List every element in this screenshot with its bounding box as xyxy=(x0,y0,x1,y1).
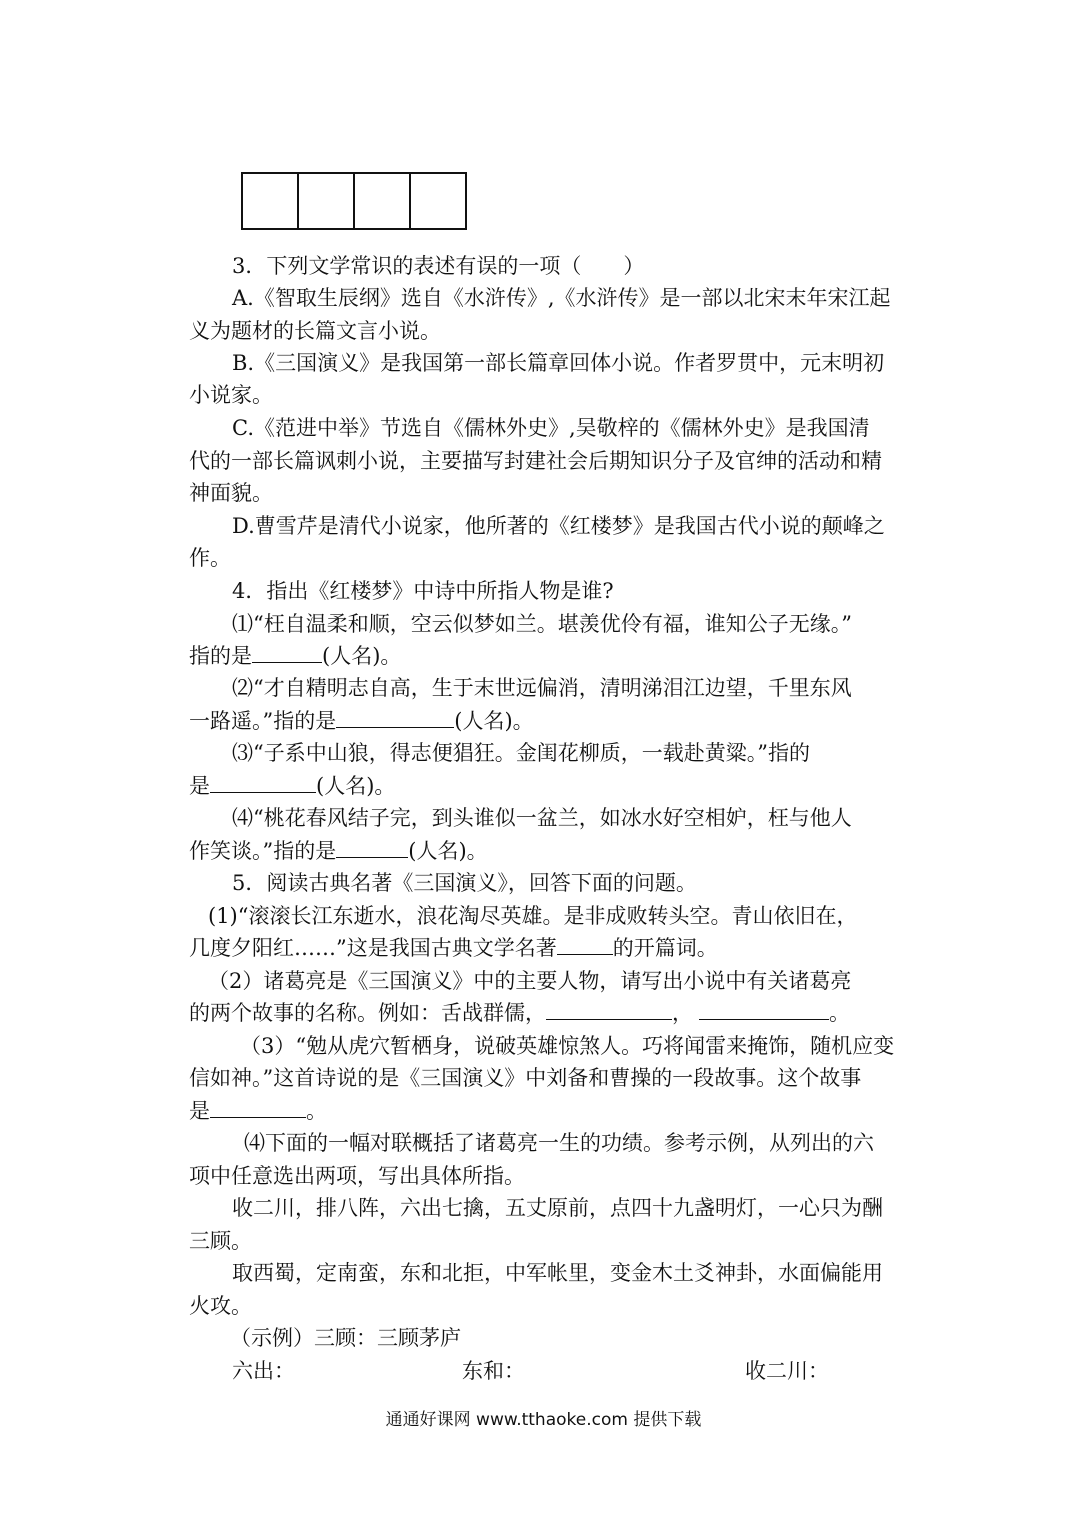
q4-poem4-suffix: (人名)。 xyxy=(408,839,488,863)
q4-poem2-line2 xyxy=(189,705,534,737)
q3-option-a-line2: 义为题材的长篇文言小说。 xyxy=(189,319,441,343)
q5-part2-comma: ， xyxy=(672,1001,693,1025)
q5-part1-suffix: 的开篇词。 xyxy=(612,936,718,960)
q4-poem4-line1: ⑷“桃花春风结子完，到头谁似一盆兰，如冰水好空相妒，枉与他人 xyxy=(232,806,852,830)
q4-poem1-prefix: 指的是 xyxy=(189,644,252,668)
answer-blank[interactable] xyxy=(336,705,454,728)
q4-poem2-suffix: (人名)。 xyxy=(454,709,534,733)
q3-option-a-line1: A.《智取生辰纲》选自《水浒传》,《水浒传》是一部以北宋末年宋江起 xyxy=(232,286,891,310)
grid-cell xyxy=(411,174,465,228)
q5-part3-line1: （3）“勉从虎穴暂栖身，说破英雄惊煞人。巧将闻雷来掩饰，随机应变 xyxy=(240,1034,895,1058)
q3-option-d-line2: 作。 xyxy=(189,546,231,570)
q3-option-c-line3: 神面貌。 xyxy=(189,481,273,505)
grid-cell xyxy=(299,174,355,228)
q5-part4-line1: ⑷下面的一幅对联概括了诸葛亮一生的功绩。参考示例，从列出的六 xyxy=(244,1131,874,1155)
couplet-line2-a: 取西蜀，定南蛮，东和北拒，中军帐里，变金木土爻神卦，水面偏能用 xyxy=(232,1261,883,1285)
answer-blank[interactable] xyxy=(210,770,316,793)
q5-part3-suffix: 。 xyxy=(306,1099,327,1123)
example-answer: （示例）三顾：三顾茅庐 xyxy=(230,1326,461,1350)
answer-blank[interactable] xyxy=(699,997,829,1020)
q4-poem3-line2 xyxy=(189,770,395,802)
q3-option-c-line2: 代的一部长篇讽刺小说，主要描写封建社会后期知识分子及官绅的活动和精 xyxy=(189,449,882,473)
q4-poem1-line1: ⑴“枉自温柔和顺，空云似梦如兰。堪羡优伶有福，谁知公子无缘。” xyxy=(232,612,852,636)
q4-stem: 4．指出《红楼梦》中诗中所指人物是谁? xyxy=(232,579,614,603)
answer-blank[interactable] xyxy=(557,932,613,955)
answer-blank[interactable] xyxy=(252,640,322,663)
q5-part2-end: 。 xyxy=(829,1001,850,1025)
answer-label-shouerchuan: 收二川： xyxy=(745,1359,829,1383)
q4-poem3-suffix: (人名)。 xyxy=(316,774,396,798)
q5-stem: 5．阅读古典名著《三国演义》，回答下面的问题。 xyxy=(232,871,697,895)
q5-part4-line2: 项中任意选出两项，写出具体所指。 xyxy=(189,1164,525,1188)
footer-source: 通通好课网 www.tthaoke.com 提供下载 xyxy=(385,1410,702,1430)
q5-part1-line2 xyxy=(189,932,718,964)
q5-part2-prefix: 的两个故事的名称。例如：舌战群儒， xyxy=(189,1001,546,1025)
answer-label-liuchu: 六出： xyxy=(232,1359,295,1383)
couplet-line1-a: 收二川，排八阵，六出七擒，五丈原前，点四十九盏明灯，一心只为酬 xyxy=(232,1196,883,1220)
couplet-line2-b: 火攻。 xyxy=(189,1294,252,1318)
q3-option-b-line1: B.《三国演义》是我国第一部长篇章回体小说。作者罗贯中，元末明初 xyxy=(232,351,885,375)
q3-option-b-line2: 小说家。 xyxy=(189,383,273,407)
q4-poem4-prefix: 作笑谈。”指的是 xyxy=(189,839,337,863)
q3-option-d-line1: D.曹雪芹是清代小说家，他所著的《红楼梦》是我国古代小说的颠峰之 xyxy=(232,514,885,538)
answer-blank[interactable] xyxy=(210,1095,306,1118)
q4-poem2-line1: ⑵“才自精明志自高，生于末世远偏消，清明涕泪江边望，千里东风 xyxy=(232,676,852,700)
q4-poem3-prefix: 是 xyxy=(189,774,210,798)
answer-label-donghe: 东和： xyxy=(462,1359,525,1383)
answer-grid xyxy=(241,172,467,230)
q5-part2-line1: （2）诸葛亮是《三国演义》中的主要人物，请写出小说中有关诸葛亮 xyxy=(208,969,852,993)
q5-part3-line2: 信如神。”这首诗说的是《三国演义》中刘备和曹操的一段故事。这个故事 xyxy=(189,1066,862,1090)
q4-poem4-line2 xyxy=(189,835,488,867)
q4-poem1-line2 xyxy=(189,640,401,672)
answer-blank[interactable] xyxy=(336,835,408,858)
answer-blank[interactable] xyxy=(546,997,672,1020)
q4-poem3-line1: ⑶“子系中山狼，得志便猖狂。金闺花柳质，一载赴黄粱。”指的 xyxy=(232,741,810,765)
q4-poem1-suffix: (人名)。 xyxy=(322,644,402,668)
q3-stem: 3．下列文学常识的表述有误的一项（ ） xyxy=(232,254,645,278)
couplet-line1-b: 三顾。 xyxy=(189,1229,252,1253)
q5-part1-line1: (1)“滚滚长江东逝水，浪花淘尽英雄。是非成败转头空。青山依旧在， xyxy=(208,904,858,928)
grid-cell xyxy=(355,174,411,228)
grid-cell xyxy=(243,174,299,228)
q5-part3-line3 xyxy=(189,1095,327,1127)
q5-part2-line2 xyxy=(189,997,850,1029)
q4-poem2-prefix: 一路遥。”指的是 xyxy=(189,709,337,733)
q5-part3-prefix: 是 xyxy=(189,1099,210,1123)
q5-part1-prefix: 几度夕阳红……”这是我国古典文学名著 xyxy=(189,936,557,960)
q3-option-c-line1: C.《范进中举》节选自《儒林外史》,吴敬梓的《儒林外史》是我国清 xyxy=(232,416,870,440)
